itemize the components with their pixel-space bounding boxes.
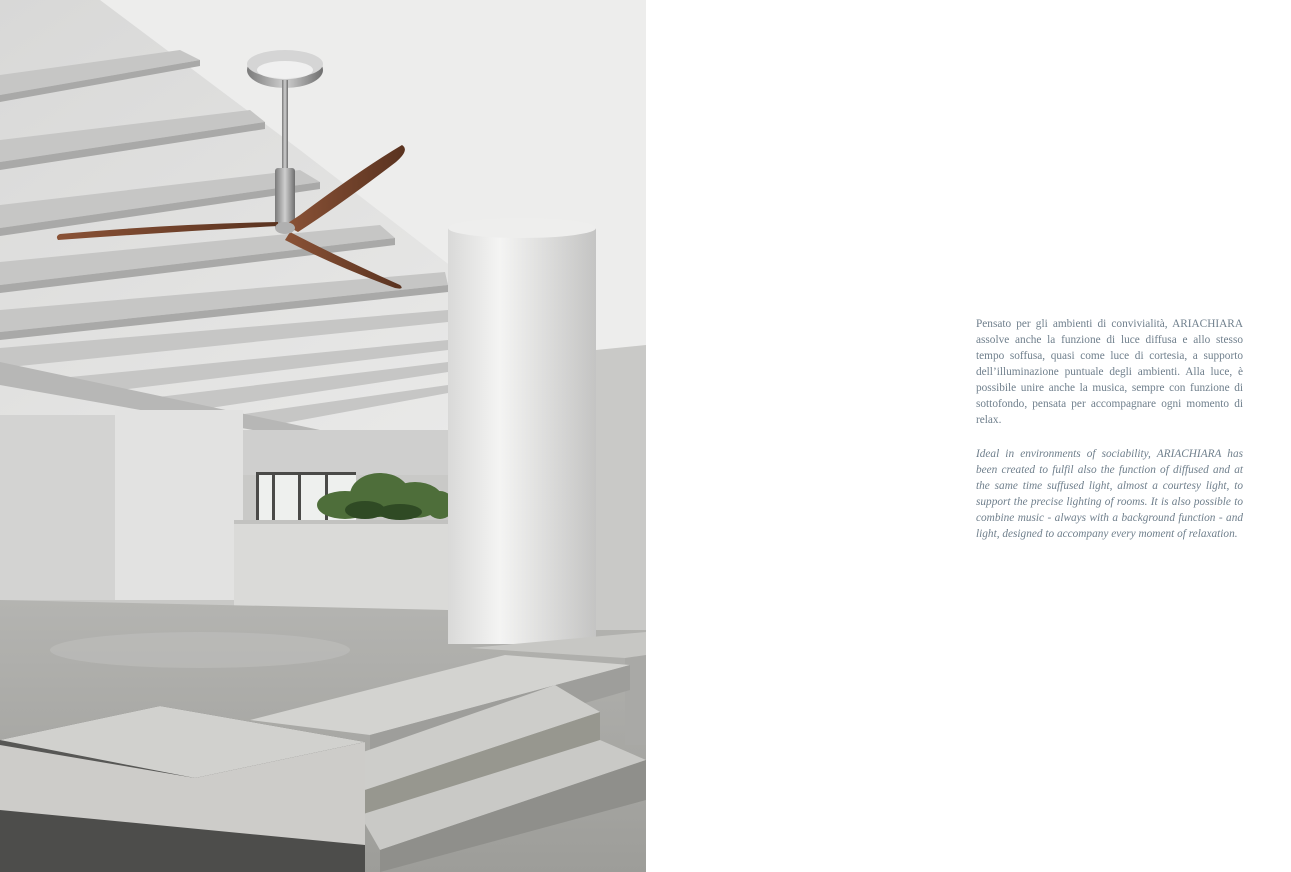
paragraph-italian: Pensato per gli ambienti di convivialità, ARIACHIARA assolve anche la funzione di luce diffusa e allo stesso tempo soffusa, quasi come luce di cortesia, a supporto dell’illuminazione puntuale degli ambienti. Alla luce, è possibile unire anche la musica, sempre con funzione di sottofondo, pensata per accompagnare ogni momento di relax.	[976, 318, 1243, 426]
description-text	[976, 316, 1243, 542]
paragraph-english: Ideal in environments of sociability, ARIACHIARA has been created to fulfil also the function of diffused and at the same time suffused light, almost a courtesy light, to support the precise lighting of rooms. It is also possible to combine music - always with a background function - and light, designed to accompany every moment of relaxation.	[976, 448, 1243, 540]
